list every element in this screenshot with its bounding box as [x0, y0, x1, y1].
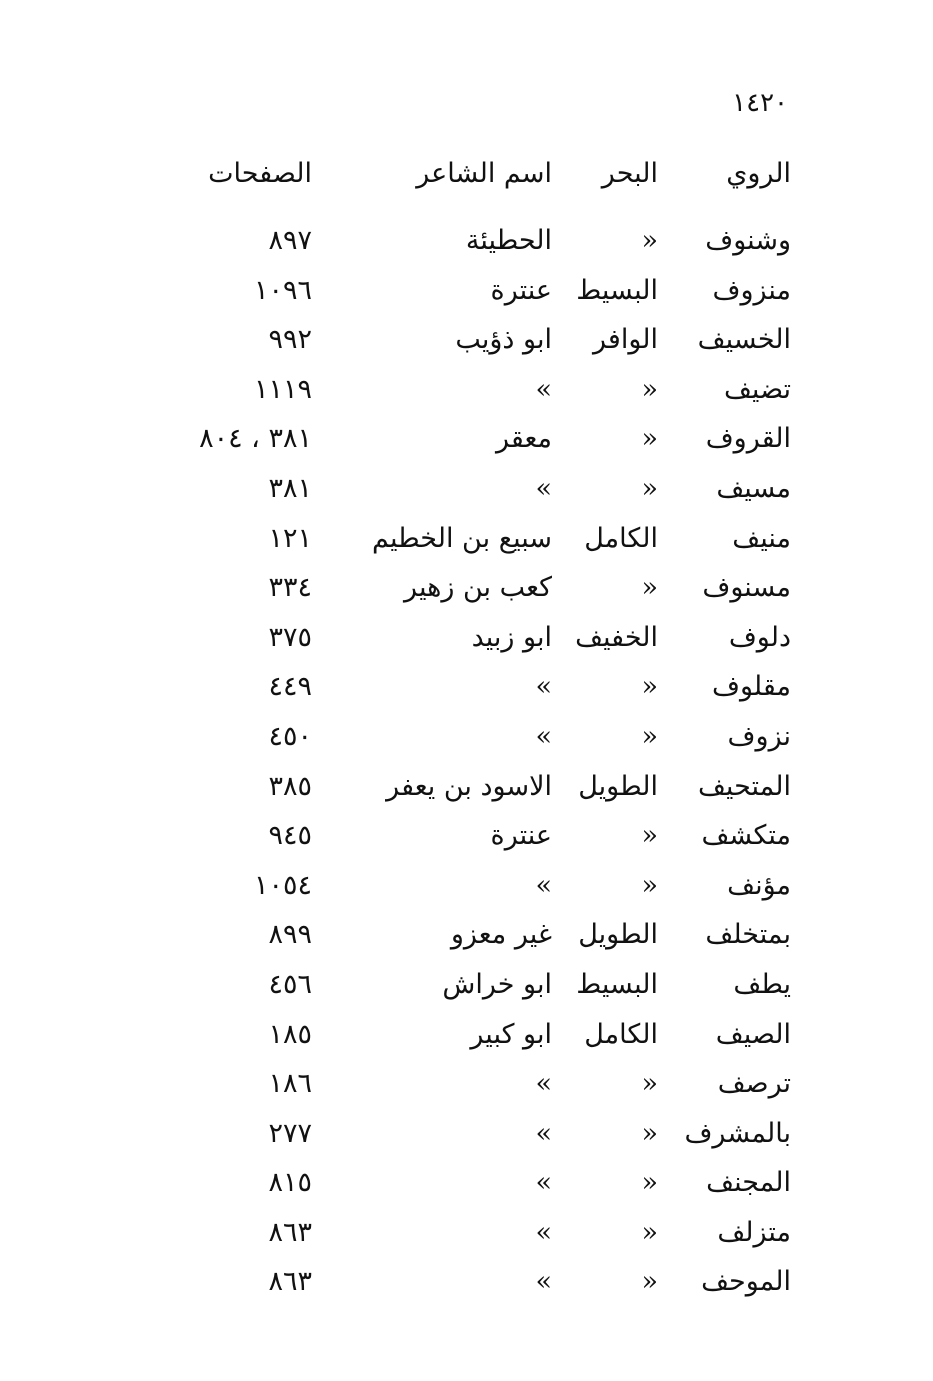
table-header-row: [0, 150, 933, 214]
header-rawi: الروي: [726, 158, 791, 189]
pages-cell: ٢٧٧: [268, 1117, 312, 1149]
table-row: [0, 266, 933, 316]
poet-cell: عنترة: [490, 274, 552, 306]
bahr-cell: البسيط: [576, 968, 658, 1000]
rawi-cell: الموحف: [701, 1266, 791, 1298]
poet-cell: »: [535, 869, 552, 901]
rawi-cell: بمتخلف: [705, 919, 791, 951]
header-pages: الصفحات: [208, 158, 312, 189]
bahr-cell: «: [641, 1216, 658, 1248]
pages-cell: ١٠٥٤: [253, 869, 312, 901]
table-row: [0, 712, 933, 762]
pages-cell: ٤٤٩: [268, 671, 312, 703]
bahr-cell: «: [641, 720, 658, 752]
bahr-cell: «: [641, 820, 658, 852]
rawi-cell: تضيف: [723, 373, 791, 405]
bahr-cell: الخفيف: [575, 621, 658, 653]
bahr-cell: الوافر: [593, 324, 658, 356]
pages-cell: ٣٧٥: [268, 621, 312, 653]
bahr-cell: الكامل: [584, 522, 658, 554]
rawi-cell: متكشف: [701, 820, 791, 852]
rawi-cell: مسيف: [716, 472, 791, 504]
table-row: [0, 514, 933, 564]
poet-cell: ابو كبير: [470, 1018, 552, 1050]
poet-cell: »: [535, 1167, 552, 1199]
page-number: ١٤٢٠: [732, 88, 788, 118]
table-row: [0, 960, 933, 1010]
pages-cell: ٣٨١ ، ٨٠٤: [199, 423, 312, 455]
bahr-cell: «: [641, 869, 658, 901]
rawi-cell: المتحيف: [697, 770, 791, 802]
bahr-cell: «: [641, 1068, 658, 1100]
bahr-cell: «: [641, 373, 658, 405]
table-row: [0, 1010, 933, 1060]
rawi-cell: منيف: [732, 522, 791, 554]
bahr-cell: الكامل: [584, 1018, 658, 1050]
bahr-cell: «: [641, 1117, 658, 1149]
rawi-cell: بالمشرف: [684, 1117, 791, 1149]
poet-cell: »: [535, 1216, 552, 1248]
rawi-cell: يطف: [733, 968, 791, 1000]
rhyme-index-table: [0, 150, 933, 1305]
table-row: [0, 1109, 933, 1159]
poet-cell: »: [535, 1117, 552, 1149]
table-row: [0, 1257, 933, 1307]
poet-cell: الاسود بن يعفر: [386, 770, 552, 802]
bahr-cell: البسيط: [576, 274, 658, 306]
bahr-cell: «: [641, 572, 658, 604]
bahr-cell: الطويل: [578, 770, 658, 802]
pages-cell: ١٢١: [268, 522, 312, 554]
header-bahr: البحر: [601, 158, 658, 189]
table-row: [0, 662, 933, 712]
poet-cell: غير معزو: [450, 919, 552, 951]
pages-cell: ٩٩٢: [268, 324, 312, 356]
poet-cell: »: [535, 671, 552, 703]
pages-cell: ٨٦٣: [268, 1216, 312, 1248]
bahr-cell: «: [641, 1266, 658, 1298]
pages-cell: ٨١٥: [268, 1167, 312, 1199]
table-row: [0, 613, 933, 663]
poet-cell: كعب بن زهير: [404, 572, 552, 604]
rawi-cell: الصيف: [715, 1018, 791, 1050]
poet-cell: »: [535, 1266, 552, 1298]
table-row: [0, 811, 933, 861]
pages-cell: ٨٩٩: [268, 919, 312, 951]
table-row: [0, 861, 933, 911]
pages-cell: ١٠٩٦: [253, 274, 312, 306]
poet-cell: ابو خراش: [442, 968, 552, 1000]
rawi-cell: نزوف: [727, 720, 791, 752]
table-row: [0, 1158, 933, 1208]
rawi-cell: متزلف: [717, 1216, 791, 1248]
poet-cell: سبيع بن الخطيم: [372, 522, 552, 554]
rawi-cell: الخسيف: [697, 324, 791, 356]
pages-cell: ١٨٦: [268, 1068, 312, 1100]
table-row: [0, 563, 933, 613]
table-row: [0, 365, 933, 415]
poet-cell: ابو ذؤيب: [455, 324, 552, 356]
table-row: [0, 1208, 933, 1258]
rawi-cell: وشنوف: [705, 225, 791, 256]
pages-cell: ٣٨٥: [268, 770, 312, 802]
header-poet: اسم الشاعر: [416, 158, 552, 189]
table-row: [0, 910, 933, 960]
poet-cell: ابو زبيد: [471, 621, 552, 653]
rawi-cell: القروف: [705, 423, 791, 455]
table-row: [0, 1059, 933, 1109]
bahr-cell: «: [641, 423, 658, 455]
rawi-cell: دلوف: [728, 621, 791, 653]
table-row: [0, 414, 933, 464]
rawi-cell: مؤنف: [727, 869, 791, 901]
poet-cell: »: [535, 373, 552, 405]
pages-cell: ٣٣٤: [268, 572, 312, 604]
table-row: [0, 762, 933, 812]
table-row: [0, 315, 933, 365]
poet-cell: معقر: [495, 423, 552, 455]
table-row: [0, 216, 933, 266]
rawi-cell: منزوف: [712, 274, 791, 306]
pages-cell: ٤٥٠: [268, 720, 312, 752]
rawi-cell: المجنف: [706, 1167, 791, 1199]
poet-cell: »: [535, 472, 552, 504]
table-body: [0, 216, 933, 1307]
pages-cell: ٩٤٥: [268, 820, 312, 852]
pages-cell: ٤٥٦: [268, 968, 312, 1000]
rawi-cell: ترصف: [717, 1068, 791, 1100]
table-row: [0, 464, 933, 514]
rawi-cell: مقلوف: [712, 671, 791, 703]
bahr-cell: «: [641, 472, 658, 504]
poet-cell: عنترة: [490, 820, 552, 852]
bahr-cell: الطويل: [578, 919, 658, 951]
rawi-cell: مسنوف: [702, 572, 791, 604]
pages-cell: ١١١٩: [253, 373, 312, 405]
poet-cell: »: [535, 1068, 552, 1100]
pages-cell: ٣٨١: [268, 472, 312, 504]
pages-cell: ٨٩٧: [268, 225, 312, 256]
bahr-cell: «: [641, 671, 658, 703]
poet-cell: »: [535, 720, 552, 752]
pages-cell: ١٨٥: [268, 1018, 312, 1050]
bahr-cell: «: [641, 1167, 658, 1199]
pages-cell: ٨٦٣: [268, 1266, 312, 1298]
bahr-cell: «: [641, 225, 658, 256]
poet-cell: الحطيئة: [465, 225, 552, 256]
